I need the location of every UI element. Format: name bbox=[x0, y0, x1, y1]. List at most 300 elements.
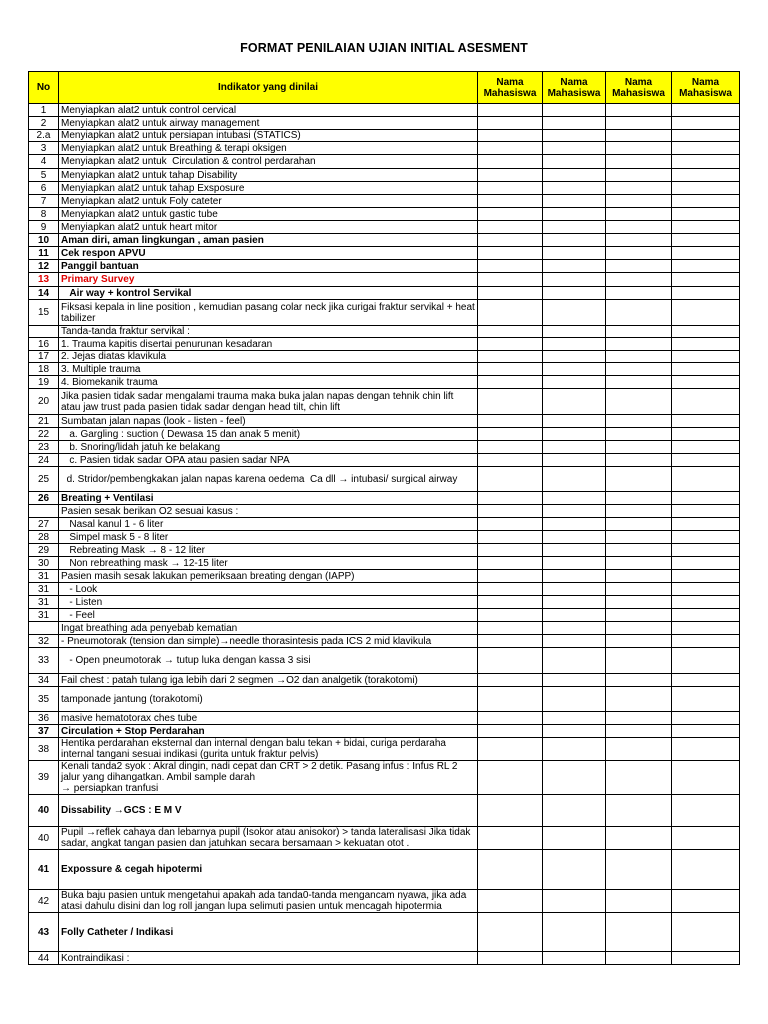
table-row bbox=[29, 557, 740, 570]
score-cell-student-2[interactable] bbox=[543, 674, 606, 687]
table-row bbox=[29, 687, 740, 712]
assessment-table bbox=[28, 71, 740, 965]
score-cell-student-3[interactable] bbox=[606, 351, 672, 363]
row-indicator: Fail chest : patah tulang iga lebih dari 2 segmen →O2 dan analgetik (torakotomi) bbox=[59, 674, 478, 687]
score-cell-student-4[interactable] bbox=[672, 557, 740, 570]
score-cell-student-4[interactable] bbox=[672, 952, 740, 965]
score-cell-student-2[interactable] bbox=[543, 117, 606, 130]
row-indicator: Circulation + Stop Perdarahan bbox=[59, 725, 478, 738]
score-cell-student-3[interactable] bbox=[606, 518, 672, 531]
score-cell-student-4[interactable] bbox=[672, 338, 740, 351]
row-indicator: Kontraindikasi : bbox=[59, 952, 478, 965]
score-cell-student-4[interactable] bbox=[672, 467, 740, 492]
table-row bbox=[29, 492, 740, 505]
score-cell-student-4[interactable] bbox=[672, 104, 740, 117]
table-row bbox=[29, 182, 740, 195]
score-cell-student-2[interactable] bbox=[543, 273, 606, 287]
score-cell-student-1[interactable] bbox=[478, 221, 543, 234]
score-cell-student-2[interactable] bbox=[543, 518, 606, 531]
row-number: 42 bbox=[29, 890, 59, 913]
score-cell-student-1[interactable] bbox=[478, 913, 543, 952]
row-indicator: Tanda-tanda fraktur servikal : bbox=[59, 326, 478, 338]
header-student-4: Nama Mahasiswa bbox=[672, 72, 740, 104]
score-cell-student-2[interactable] bbox=[543, 687, 606, 712]
score-cell-student-3[interactable] bbox=[606, 583, 672, 596]
table-row bbox=[29, 260, 740, 273]
row-indicator: Expossure & cegah hipotermi bbox=[59, 850, 478, 890]
score-cell-student-2[interactable] bbox=[543, 635, 606, 648]
score-cell-student-3[interactable] bbox=[606, 492, 672, 505]
score-cell-student-4[interactable] bbox=[672, 890, 740, 913]
row-number: 40 bbox=[29, 795, 59, 827]
row-number bbox=[29, 505, 59, 518]
score-cell-student-1[interactable] bbox=[478, 544, 543, 557]
score-cell-student-3[interactable] bbox=[606, 648, 672, 674]
score-cell-student-2[interactable] bbox=[543, 260, 606, 273]
score-cell-student-4[interactable] bbox=[672, 195, 740, 208]
score-cell-student-4[interactable] bbox=[672, 326, 740, 338]
row-indicator: Menyiapkan alat2 untuk gastic tube bbox=[59, 208, 478, 221]
score-cell-student-1[interactable] bbox=[478, 518, 543, 531]
table-row bbox=[29, 208, 740, 221]
row-indicator: Simpel mask 5 - 8 liter bbox=[59, 531, 478, 544]
score-cell-student-2[interactable] bbox=[543, 441, 606, 454]
score-cell-student-2[interactable] bbox=[543, 287, 606, 300]
score-cell-student-2[interactable] bbox=[543, 415, 606, 428]
score-cell-student-3[interactable] bbox=[606, 596, 672, 609]
score-cell-student-2[interactable] bbox=[543, 622, 606, 635]
score-cell-student-4[interactable] bbox=[672, 441, 740, 454]
row-indicator: 4. Biomekanik trauma bbox=[59, 376, 478, 389]
score-cell-student-4[interactable] bbox=[672, 913, 740, 952]
score-cell-student-1[interactable] bbox=[478, 376, 543, 389]
score-cell-student-2[interactable] bbox=[543, 738, 606, 761]
row-indicator: Folly Catheter / Indikasi bbox=[59, 913, 478, 952]
score-cell-student-3[interactable] bbox=[606, 712, 672, 725]
score-cell-student-2[interactable] bbox=[543, 712, 606, 725]
score-cell-student-1[interactable] bbox=[478, 492, 543, 505]
score-cell-student-4[interactable] bbox=[672, 505, 740, 518]
row-number: 21 bbox=[29, 415, 59, 428]
table-row bbox=[29, 596, 740, 609]
table-row bbox=[29, 454, 740, 467]
score-cell-student-2[interactable] bbox=[543, 531, 606, 544]
score-cell-student-3[interactable] bbox=[606, 622, 672, 635]
table-row bbox=[29, 326, 740, 338]
score-cell-student-1[interactable] bbox=[478, 850, 543, 890]
row-indicator: Nasal kanul 1 - 6 liter bbox=[59, 518, 478, 531]
score-cell-student-3[interactable] bbox=[606, 338, 672, 351]
score-cell-student-1[interactable] bbox=[478, 104, 543, 117]
table-row bbox=[29, 389, 740, 415]
score-cell-student-1[interactable] bbox=[478, 674, 543, 687]
score-cell-student-2[interactable] bbox=[543, 850, 606, 890]
score-cell-student-2[interactable] bbox=[543, 795, 606, 827]
table-row bbox=[29, 795, 740, 827]
score-cell-student-1[interactable] bbox=[478, 155, 543, 169]
row-number: 39 bbox=[29, 761, 59, 795]
score-cell-student-4[interactable] bbox=[672, 221, 740, 234]
row-indicator: Menyiapkan alat2 untuk Breathing & terapi oksigen bbox=[59, 142, 478, 155]
row-number: 40 bbox=[29, 827, 59, 850]
score-cell-student-2[interactable] bbox=[543, 142, 606, 155]
row-number: 38 bbox=[29, 738, 59, 761]
score-cell-student-2[interactable] bbox=[543, 648, 606, 674]
score-cell-student-1[interactable] bbox=[478, 952, 543, 965]
row-indicator: Buka baju pasien untuk mengetahui apakah ada tanda0-tanda mengancam nyawa, jika ada atasi dahulu disini dan log roll jangan lupa selimuti pasien untuk mencagah hipotermia bbox=[59, 890, 478, 913]
score-cell-student-4[interactable] bbox=[672, 234, 740, 247]
score-cell-student-3[interactable] bbox=[606, 467, 672, 492]
table-row bbox=[29, 544, 740, 557]
score-cell-student-4[interactable] bbox=[672, 182, 740, 195]
score-cell-student-3[interactable] bbox=[606, 376, 672, 389]
score-cell-student-2[interactable] bbox=[543, 104, 606, 117]
row-indicator: Hentika perdarahan eksternal dan internal dengan balu tekan + bidai, curiga perdaraha internal tangani sesuai indikasi (gurita untuk fraktur pelvis) bbox=[59, 738, 478, 761]
score-cell-student-4[interactable] bbox=[672, 117, 740, 130]
score-cell-student-4[interactable] bbox=[672, 428, 740, 441]
row-number: 14 bbox=[29, 287, 59, 300]
score-cell-student-3[interactable] bbox=[606, 155, 672, 169]
table-row bbox=[29, 827, 740, 850]
score-cell-student-1[interactable] bbox=[478, 648, 543, 674]
score-cell-student-2[interactable] bbox=[543, 492, 606, 505]
score-cell-student-2[interactable] bbox=[543, 376, 606, 389]
score-cell-student-3[interactable] bbox=[606, 441, 672, 454]
score-cell-student-1[interactable] bbox=[478, 570, 543, 583]
score-cell-student-1[interactable] bbox=[478, 260, 543, 273]
score-cell-student-3[interactable] bbox=[606, 389, 672, 415]
score-cell-student-2[interactable] bbox=[543, 454, 606, 467]
score-cell-student-3[interactable] bbox=[606, 234, 672, 247]
score-cell-student-1[interactable] bbox=[478, 287, 543, 300]
row-number: 36 bbox=[29, 712, 59, 725]
score-cell-student-2[interactable] bbox=[543, 300, 606, 326]
table-row bbox=[29, 169, 740, 182]
row-number: 26 bbox=[29, 492, 59, 505]
score-cell-student-4[interactable] bbox=[672, 622, 740, 635]
score-cell-student-4[interactable] bbox=[672, 415, 740, 428]
score-cell-student-2[interactable] bbox=[543, 208, 606, 221]
score-cell-student-3[interactable] bbox=[606, 182, 672, 195]
score-cell-student-2[interactable] bbox=[543, 467, 606, 492]
score-cell-student-4[interactable] bbox=[672, 531, 740, 544]
score-cell-student-4[interactable] bbox=[672, 273, 740, 287]
score-cell-student-1[interactable] bbox=[478, 182, 543, 195]
score-cell-student-1[interactable] bbox=[478, 712, 543, 725]
score-cell-student-1[interactable] bbox=[478, 761, 543, 795]
table-row bbox=[29, 363, 740, 376]
score-cell-student-1[interactable] bbox=[478, 300, 543, 326]
table-row bbox=[29, 712, 740, 725]
score-cell-student-4[interactable] bbox=[672, 544, 740, 557]
row-indicator: Air way + kontrol Servikal bbox=[59, 287, 478, 300]
row-indicator: Fiksasi kepala in line position , kemudian pasang colar neck jika curigai fraktur servikal + heat tabilizer bbox=[59, 300, 478, 326]
score-cell-student-3[interactable] bbox=[606, 260, 672, 273]
score-cell-student-4[interactable] bbox=[672, 570, 740, 583]
header-student-3: Nama Mahasiswa bbox=[606, 72, 672, 104]
row-number: 16 bbox=[29, 338, 59, 351]
score-cell-student-4[interactable] bbox=[672, 363, 740, 376]
score-cell-student-3[interactable] bbox=[606, 273, 672, 287]
score-cell-student-1[interactable] bbox=[478, 725, 543, 738]
score-cell-student-3[interactable] bbox=[606, 761, 672, 795]
table-row bbox=[29, 234, 740, 247]
row-number: 23 bbox=[29, 441, 59, 454]
score-cell-student-3[interactable] bbox=[606, 287, 672, 300]
score-cell-student-2[interactable] bbox=[543, 326, 606, 338]
table-row bbox=[29, 104, 740, 117]
score-cell-student-4[interactable] bbox=[672, 130, 740, 142]
table-row bbox=[29, 952, 740, 965]
score-cell-student-4[interactable] bbox=[672, 287, 740, 300]
score-cell-student-4[interactable] bbox=[672, 761, 740, 795]
score-cell-student-4[interactable] bbox=[672, 674, 740, 687]
score-cell-student-4[interactable] bbox=[672, 247, 740, 260]
score-cell-student-2[interactable] bbox=[543, 570, 606, 583]
score-cell-student-1[interactable] bbox=[478, 389, 543, 415]
score-cell-student-4[interactable] bbox=[672, 687, 740, 712]
row-number: 44 bbox=[29, 952, 59, 965]
score-cell-student-1[interactable] bbox=[478, 890, 543, 913]
score-cell-student-1[interactable] bbox=[478, 454, 543, 467]
score-cell-student-3[interactable] bbox=[606, 454, 672, 467]
row-number: 41 bbox=[29, 850, 59, 890]
score-cell-student-2[interactable] bbox=[543, 596, 606, 609]
row-indicator: Menyiapkan alat2 untuk tahap Disability bbox=[59, 169, 478, 182]
score-cell-student-4[interactable] bbox=[672, 389, 740, 415]
score-cell-student-2[interactable] bbox=[543, 557, 606, 570]
score-cell-student-2[interactable] bbox=[543, 428, 606, 441]
score-cell-student-2[interactable] bbox=[543, 725, 606, 738]
score-cell-student-3[interactable] bbox=[606, 169, 672, 182]
table-row bbox=[29, 648, 740, 674]
score-cell-student-1[interactable] bbox=[478, 247, 543, 260]
score-cell-student-3[interactable] bbox=[606, 570, 672, 583]
score-cell-student-1[interactable] bbox=[478, 557, 543, 570]
score-cell-student-4[interactable] bbox=[672, 850, 740, 890]
score-cell-student-1[interactable] bbox=[478, 687, 543, 712]
header-row bbox=[29, 72, 740, 104]
score-cell-student-2[interactable] bbox=[543, 155, 606, 169]
row-number: 9 bbox=[29, 221, 59, 234]
row-number: 30 bbox=[29, 557, 59, 570]
row-number: 18 bbox=[29, 363, 59, 376]
score-cell-student-2[interactable] bbox=[543, 609, 606, 622]
score-cell-student-2[interactable] bbox=[543, 351, 606, 363]
score-cell-student-1[interactable] bbox=[478, 363, 543, 376]
score-cell-student-3[interactable] bbox=[606, 557, 672, 570]
score-cell-student-1[interactable] bbox=[478, 635, 543, 648]
table-row bbox=[29, 674, 740, 687]
score-cell-student-3[interactable] bbox=[606, 300, 672, 326]
score-cell-student-3[interactable] bbox=[606, 531, 672, 544]
score-cell-student-3[interactable] bbox=[606, 890, 672, 913]
score-cell-student-4[interactable] bbox=[672, 208, 740, 221]
score-cell-student-1[interactable] bbox=[478, 505, 543, 518]
score-cell-student-2[interactable] bbox=[543, 195, 606, 208]
score-cell-student-2[interactable] bbox=[543, 234, 606, 247]
score-cell-student-4[interactable] bbox=[672, 376, 740, 389]
score-cell-student-1[interactable] bbox=[478, 583, 543, 596]
score-cell-student-3[interactable] bbox=[606, 363, 672, 376]
score-cell-student-1[interactable] bbox=[478, 130, 543, 142]
table-row bbox=[29, 609, 740, 622]
row-number: 28 bbox=[29, 531, 59, 544]
score-cell-student-3[interactable] bbox=[606, 505, 672, 518]
score-cell-student-2[interactable] bbox=[543, 827, 606, 850]
score-cell-student-1[interactable] bbox=[478, 234, 543, 247]
score-cell-student-3[interactable] bbox=[606, 247, 672, 260]
score-cell-student-3[interactable] bbox=[606, 142, 672, 155]
row-indicator: Menyiapkan alat2 untuk control cervical bbox=[59, 104, 478, 117]
score-cell-student-2[interactable] bbox=[543, 182, 606, 195]
score-cell-student-4[interactable] bbox=[672, 492, 740, 505]
score-cell-student-3[interactable] bbox=[606, 687, 672, 712]
score-cell-student-3[interactable] bbox=[606, 795, 672, 827]
row-indicator: Menyiapkan alat2 untuk Circulation & control perdarahan bbox=[59, 155, 478, 169]
score-cell-student-4[interactable] bbox=[672, 169, 740, 182]
row-indicator: Rebreating Mask → 8 - 12 liter bbox=[59, 544, 478, 557]
score-cell-student-2[interactable] bbox=[543, 247, 606, 260]
score-cell-student-3[interactable] bbox=[606, 952, 672, 965]
score-cell-student-3[interactable] bbox=[606, 635, 672, 648]
score-cell-student-1[interactable] bbox=[478, 117, 543, 130]
score-cell-student-3[interactable] bbox=[606, 850, 672, 890]
table-row bbox=[29, 155, 740, 169]
score-cell-student-3[interactable] bbox=[606, 117, 672, 130]
score-cell-student-4[interactable] bbox=[672, 142, 740, 155]
score-cell-student-1[interactable] bbox=[478, 795, 543, 827]
score-cell-student-2[interactable] bbox=[543, 169, 606, 182]
score-cell-student-1[interactable] bbox=[478, 326, 543, 338]
row-indicator: Menyiapkan alat2 untuk airway management bbox=[59, 117, 478, 130]
score-cell-student-3[interactable] bbox=[606, 208, 672, 221]
score-cell-student-4[interactable] bbox=[672, 827, 740, 850]
score-cell-student-3[interactable] bbox=[606, 326, 672, 338]
score-cell-student-1[interactable] bbox=[478, 441, 543, 454]
score-cell-student-3[interactable] bbox=[606, 221, 672, 234]
row-indicator: Panggil bantuan bbox=[59, 260, 478, 273]
score-cell-student-2[interactable] bbox=[543, 505, 606, 518]
score-cell-student-3[interactable] bbox=[606, 674, 672, 687]
score-cell-student-1[interactable] bbox=[478, 428, 543, 441]
score-cell-student-2[interactable] bbox=[543, 363, 606, 376]
row-indicator: Menyiapkan alat2 untuk persiapan intubasi (STATICS) bbox=[59, 130, 478, 142]
score-cell-student-3[interactable] bbox=[606, 415, 672, 428]
score-cell-student-4[interactable] bbox=[672, 795, 740, 827]
score-cell-student-1[interactable] bbox=[478, 195, 543, 208]
score-cell-student-4[interactable] bbox=[672, 648, 740, 674]
table-row bbox=[29, 142, 740, 155]
row-indicator: tamponade jantung (torakotomi) bbox=[59, 687, 478, 712]
score-cell-student-1[interactable] bbox=[478, 609, 543, 622]
score-cell-student-3[interactable] bbox=[606, 827, 672, 850]
score-cell-student-1[interactable] bbox=[478, 596, 543, 609]
table-row bbox=[29, 635, 740, 648]
row-number: 3 bbox=[29, 142, 59, 155]
score-cell-student-2[interactable] bbox=[543, 338, 606, 351]
row-number: 2.a bbox=[29, 130, 59, 142]
row-number: 32 bbox=[29, 635, 59, 648]
score-cell-student-3[interactable] bbox=[606, 104, 672, 117]
score-cell-student-2[interactable] bbox=[543, 130, 606, 142]
score-cell-student-3[interactable] bbox=[606, 725, 672, 738]
row-number: 11 bbox=[29, 247, 59, 260]
row-indicator: Primary Survey bbox=[59, 273, 478, 287]
row-number bbox=[29, 622, 59, 635]
score-cell-student-4[interactable] bbox=[672, 155, 740, 169]
row-indicator: b. Snoring/lidah jatuh ke belakang bbox=[59, 441, 478, 454]
score-cell-student-3[interactable] bbox=[606, 738, 672, 761]
table-row bbox=[29, 351, 740, 363]
score-cell-student-2[interactable] bbox=[543, 583, 606, 596]
score-cell-student-1[interactable] bbox=[478, 142, 543, 155]
score-cell-student-2[interactable] bbox=[543, 761, 606, 795]
score-cell-student-1[interactable] bbox=[478, 273, 543, 287]
score-cell-student-2[interactable] bbox=[543, 221, 606, 234]
score-cell-student-1[interactable] bbox=[478, 622, 543, 635]
score-cell-student-4[interactable] bbox=[672, 738, 740, 761]
score-cell-student-3[interactable] bbox=[606, 130, 672, 142]
score-cell-student-3[interactable] bbox=[606, 609, 672, 622]
score-cell-student-1[interactable] bbox=[478, 169, 543, 182]
row-number: 1 bbox=[29, 104, 59, 117]
score-cell-student-1[interactable] bbox=[478, 827, 543, 850]
score-cell-student-1[interactable] bbox=[478, 208, 543, 221]
header-indicator: Indikator yang dinilai bbox=[59, 72, 478, 104]
score-cell-student-2[interactable] bbox=[543, 913, 606, 952]
row-number: 34 bbox=[29, 674, 59, 687]
score-cell-student-1[interactable] bbox=[478, 738, 543, 761]
row-number: 20 bbox=[29, 389, 59, 415]
row-indicator: Sumbatan jalan napas (look - listen - feel) bbox=[59, 415, 478, 428]
row-number: 33 bbox=[29, 648, 59, 674]
row-number: 8 bbox=[29, 208, 59, 221]
row-number: 31 bbox=[29, 570, 59, 583]
row-indicator: 1. Trauma kapitis disertai penurunan kesadaran bbox=[59, 338, 478, 351]
score-cell-student-2[interactable] bbox=[543, 890, 606, 913]
score-cell-student-1[interactable] bbox=[478, 467, 543, 492]
row-indicator: Pupil →reflek cahaya dan lebarnya pupil (Isokor atau anisokor) > tanda lateralisasi Jika tidak sadar, angkat tangan pasien dan jatuhkan secara bersamaan > kekuatan otot . bbox=[59, 827, 478, 850]
document-title: FORMAT PENILAIAN UJIAN INITIAL ASESMENT bbox=[240, 41, 528, 55]
score-cell-student-4[interactable] bbox=[672, 351, 740, 363]
score-cell-student-3[interactable] bbox=[606, 544, 672, 557]
score-cell-student-4[interactable] bbox=[672, 260, 740, 273]
score-cell-student-2[interactable] bbox=[543, 544, 606, 557]
score-cell-student-1[interactable] bbox=[478, 338, 543, 351]
score-cell-student-1[interactable] bbox=[478, 351, 543, 363]
score-cell-student-1[interactable] bbox=[478, 531, 543, 544]
score-cell-student-3[interactable] bbox=[606, 195, 672, 208]
score-cell-student-3[interactable] bbox=[606, 913, 672, 952]
score-cell-student-4[interactable] bbox=[672, 518, 740, 531]
table-row bbox=[29, 738, 740, 761]
score-cell-student-2[interactable] bbox=[543, 389, 606, 415]
score-cell-student-4[interactable] bbox=[672, 712, 740, 725]
score-cell-student-1[interactable] bbox=[478, 415, 543, 428]
score-cell-student-4[interactable] bbox=[672, 454, 740, 467]
row-number: 35 bbox=[29, 687, 59, 712]
score-cell-student-4[interactable] bbox=[672, 635, 740, 648]
score-cell-student-3[interactable] bbox=[606, 428, 672, 441]
score-cell-student-4[interactable] bbox=[672, 609, 740, 622]
score-cell-student-4[interactable] bbox=[672, 725, 740, 738]
score-cell-student-4[interactable] bbox=[672, 300, 740, 326]
score-cell-student-4[interactable] bbox=[672, 596, 740, 609]
score-cell-student-4[interactable] bbox=[672, 583, 740, 596]
table-row bbox=[29, 376, 740, 389]
score-cell-student-2[interactable] bbox=[543, 952, 606, 965]
